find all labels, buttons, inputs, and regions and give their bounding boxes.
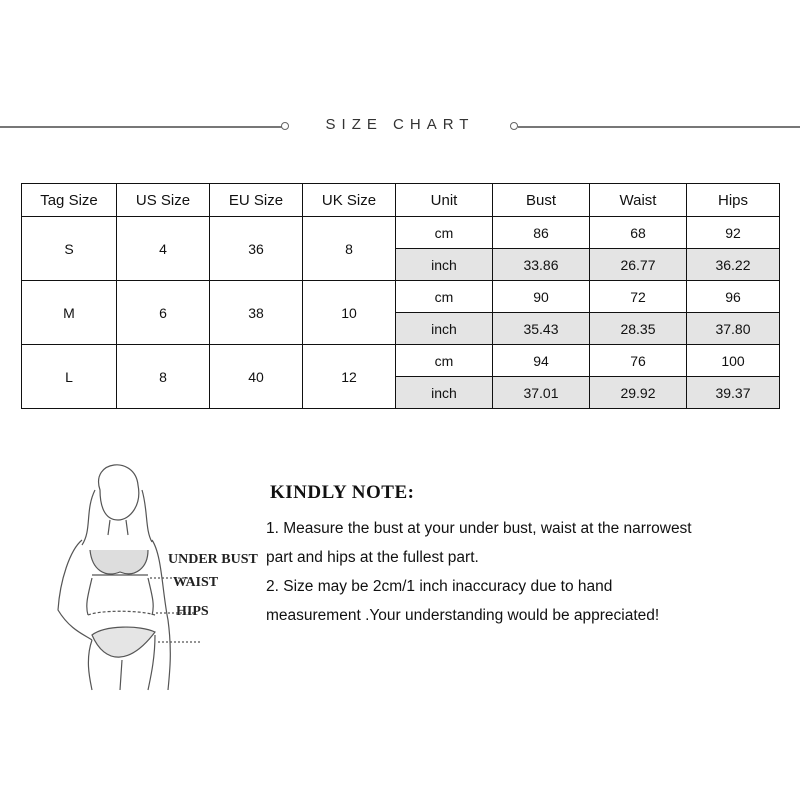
table-row (22, 217, 780, 249)
table-header (22, 184, 780, 217)
cell-inch: inch (396, 313, 493, 345)
cell-us: 4 (117, 217, 210, 281)
header-bust: Bust (493, 184, 590, 217)
divider-left (0, 126, 282, 128)
header-us-size: US Size (117, 184, 210, 217)
header-uk-size: UK Size (303, 184, 396, 217)
divider-dot-left (281, 122, 289, 130)
cell-cm: 100 (687, 345, 780, 377)
cell-cm: 86 (493, 217, 590, 249)
cell-inch: 29.92 (590, 377, 687, 409)
cell-cm: 92 (687, 217, 780, 249)
cell-us: 8 (117, 345, 210, 409)
header-tag-size: Tag Size (22, 184, 117, 217)
note-heading: KINDLY NOTE: (270, 482, 415, 503)
cell-uk: 8 (303, 217, 396, 281)
divider-dot-right (510, 122, 518, 130)
cell-inch: 39.37 (687, 377, 780, 409)
size-table (21, 183, 780, 409)
title-row (0, 116, 800, 136)
cell-eu: 38 (210, 281, 303, 345)
body-measurement-figure (30, 460, 260, 705)
cell-tag: M (22, 281, 117, 345)
cell-cm: 96 (687, 281, 780, 313)
cell-inch: 28.35 (590, 313, 687, 345)
cell-cm: cm (396, 217, 493, 249)
cell-tag: S (22, 217, 117, 281)
cell-cm: 90 (493, 281, 590, 313)
cell-cm: cm (396, 281, 493, 313)
cell-uk: 12 (303, 345, 396, 409)
cell-inch: 26.77 (590, 249, 687, 281)
cell-inch: inch (396, 377, 493, 409)
cell-us: 6 (117, 281, 210, 345)
page-title: SIZE CHART (325, 116, 475, 133)
cell-inch: 37.80 (687, 313, 780, 345)
kindly-note (266, 482, 786, 630)
cell-cm: 68 (590, 217, 687, 249)
cell-inch: 35.43 (493, 313, 590, 345)
note-line-1: 1. Measure the bust at your under bust, waist at the narrowest (266, 520, 692, 537)
woman-sketch-icon (30, 460, 260, 700)
header-unit: Unit (396, 184, 493, 217)
note-line-3: 2. Size may be 2cm/1 inch inaccuracy due to hand (266, 578, 613, 595)
note-line-4: measurement .Your understanding would be appreciated! (266, 607, 660, 624)
label-hips: HIPS (176, 604, 209, 619)
cell-inch: 36.22 (687, 249, 780, 281)
header-hips: Hips (687, 184, 780, 217)
cell-inch: 33.86 (493, 249, 590, 281)
label-under-bust: UNDER BUST (168, 552, 258, 567)
cell-cm: 94 (493, 345, 590, 377)
header-eu-size: EU Size (210, 184, 303, 217)
header-waist: Waist (590, 184, 687, 217)
note-line-2: part and hips at the fullest part. (266, 549, 479, 566)
cell-uk: 10 (303, 281, 396, 345)
cell-tag: L (22, 345, 117, 409)
table-row (22, 345, 780, 377)
cell-cm: cm (396, 345, 493, 377)
cell-cm: 76 (590, 345, 687, 377)
cell-cm: 72 (590, 281, 687, 313)
divider-right (518, 126, 800, 128)
cell-eu: 36 (210, 217, 303, 281)
table-row (22, 281, 780, 313)
cell-inch: 37.01 (493, 377, 590, 409)
cell-eu: 40 (210, 345, 303, 409)
label-waist: WAIST (173, 575, 219, 590)
cell-inch: inch (396, 249, 493, 281)
